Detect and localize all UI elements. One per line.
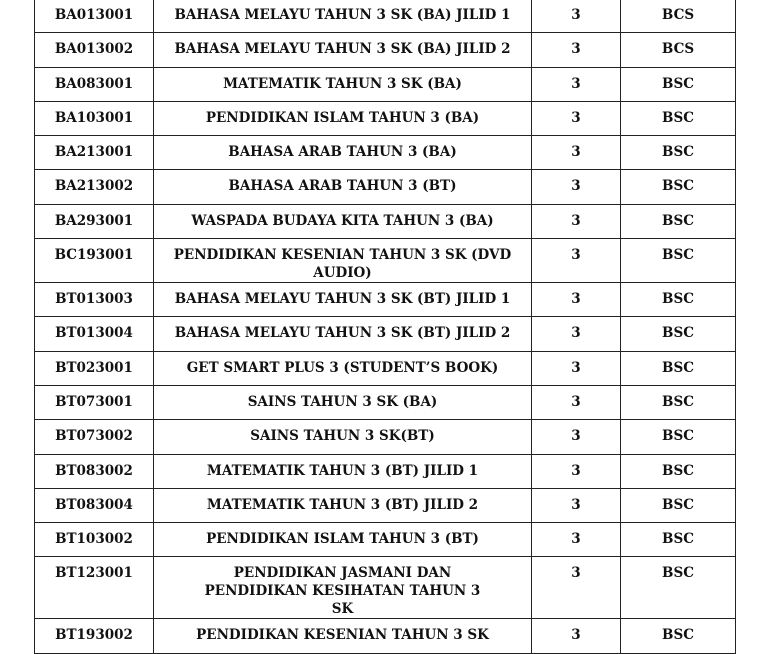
book-code-cell: BT083002 — [35, 454, 154, 488]
year-cell: 3 — [532, 0, 621, 33]
category-cell: BSC — [621, 420, 736, 454]
year-cell: 3 — [532, 557, 621, 619]
table-row — [35, 33, 736, 67]
year-cell: 3 — [532, 454, 621, 488]
year-cell: 3 — [532, 351, 621, 385]
table-row — [35, 101, 736, 135]
table-row — [35, 619, 736, 653]
table-row — [35, 170, 736, 204]
year-cell: 3 — [532, 385, 621, 419]
category-cell: BSC — [621, 317, 736, 351]
book-code-cell: BA103001 — [35, 101, 154, 135]
table-row — [35, 454, 736, 488]
book-title-cell: MATEMATIK TAHUN 3 (BT) JILID 2 — [154, 488, 532, 522]
year-cell: 3 — [532, 523, 621, 557]
book-title-cell: PENDIDIKAN KESENIAN TAHUN 3 SK (DVD AUDIO) — [154, 239, 532, 283]
category-cell: BSC — [621, 239, 736, 283]
table-row — [35, 317, 736, 351]
table-row — [35, 136, 736, 170]
book-title-cell: MATEMATIK TAHUN 3 (BT) JILID 1 — [154, 454, 532, 488]
table-row — [35, 385, 736, 419]
book-title-cell: PENDIDIKAN ISLAM TAHUN 3 (BT) — [154, 523, 532, 557]
book-code-cell: BT073001 — [35, 385, 154, 419]
book-code-cell: BA213001 — [35, 136, 154, 170]
book-code-cell: BT013004 — [35, 317, 154, 351]
year-cell: 3 — [532, 420, 621, 454]
table-row — [35, 488, 736, 522]
textbook-table — [34, 0, 736, 654]
book-title-cell: SAINS TAHUN 3 SK(BT) — [154, 420, 532, 454]
table-row — [35, 283, 736, 317]
table-row — [35, 67, 736, 101]
book-code-cell: BT103002 — [35, 523, 154, 557]
book-code-cell: BA013002 — [35, 33, 154, 67]
category-cell: BSC — [621, 523, 736, 557]
category-cell: BSC — [621, 488, 736, 522]
table-row — [35, 420, 736, 454]
year-cell: 3 — [532, 619, 621, 653]
category-cell: BSC — [621, 385, 736, 419]
category-cell: BSC — [621, 170, 736, 204]
book-title-cell: BAHASA MELAYU TAHUN 3 SK (BT) JILID 2 — [154, 317, 532, 351]
book-code-cell: BA013001 — [35, 0, 154, 33]
category-cell: BSC — [621, 136, 736, 170]
book-code-cell: BA083001 — [35, 67, 154, 101]
table-row — [35, 351, 736, 385]
year-cell: 3 — [532, 488, 621, 522]
category-cell: BSC — [621, 454, 736, 488]
category-cell: BSC — [621, 283, 736, 317]
table-row — [35, 0, 736, 33]
year-cell: 3 — [532, 283, 621, 317]
book-title-cell: PENDIDIKAN JASMANI DAN PENDIDIKAN KESIHATAN TAHUN 3 SK — [154, 557, 532, 619]
table-row — [35, 523, 736, 557]
book-code-cell: BT083004 — [35, 488, 154, 522]
category-cell: BSC — [621, 351, 736, 385]
category-cell: BCS — [621, 33, 736, 67]
book-code-cell: BC193001 — [35, 239, 154, 283]
book-title-cell: MATEMATIK TAHUN 3 SK (BA) — [154, 67, 532, 101]
book-code-cell: BT123001 — [35, 557, 154, 619]
year-cell: 3 — [532, 317, 621, 351]
year-cell: 3 — [532, 33, 621, 67]
category-cell: BSC — [621, 101, 736, 135]
year-cell: 3 — [532, 239, 621, 283]
category-cell: BSC — [621, 67, 736, 101]
book-title-cell: PENDIDIKAN KESENIAN TAHUN 3 SK — [154, 619, 532, 653]
category-cell: BSC — [621, 557, 736, 619]
book-code-cell: BT023001 — [35, 351, 154, 385]
year-cell: 3 — [532, 170, 621, 204]
book-title-cell: BAHASA ARAB TAHUN 3 (BA) — [154, 136, 532, 170]
book-title-cell: PENDIDIKAN ISLAM TAHUN 3 (BA) — [154, 101, 532, 135]
book-title-cell: SAINS TAHUN 3 SK (BA) — [154, 385, 532, 419]
book-title-cell: BAHASA MELAYU TAHUN 3 SK (BA) JILID 1 — [154, 0, 532, 33]
book-code-cell: BT193002 — [35, 619, 154, 653]
category-cell: BSC — [621, 619, 736, 653]
category-cell: BCS — [621, 0, 736, 33]
year-cell: 3 — [532, 67, 621, 101]
book-title-cell: WASPADA BUDAYA KITA TAHUN 3 (BA) — [154, 204, 532, 238]
year-cell: 3 — [532, 136, 621, 170]
book-title-cell: BAHASA MELAYU TAHUN 3 SK (BA) JILID 2 — [154, 33, 532, 67]
book-title-cell: BAHASA ARAB TAHUN 3 (BT) — [154, 170, 532, 204]
book-code-cell: BT013003 — [35, 283, 154, 317]
table-row — [35, 204, 736, 238]
table-row — [35, 239, 736, 283]
category-cell: BSC — [621, 204, 736, 238]
book-title-cell: BAHASA MELAYU TAHUN 3 SK (BT) JILID 1 — [154, 283, 532, 317]
book-code-cell: BA213002 — [35, 170, 154, 204]
year-cell: 3 — [532, 101, 621, 135]
year-cell: 3 — [532, 204, 621, 238]
book-code-cell: BT073002 — [35, 420, 154, 454]
book-code-cell: BA293001 — [35, 204, 154, 238]
table-row — [35, 557, 736, 619]
book-title-cell: GET SMART PLUS 3 (STUDENT’S BOOK) — [154, 351, 532, 385]
